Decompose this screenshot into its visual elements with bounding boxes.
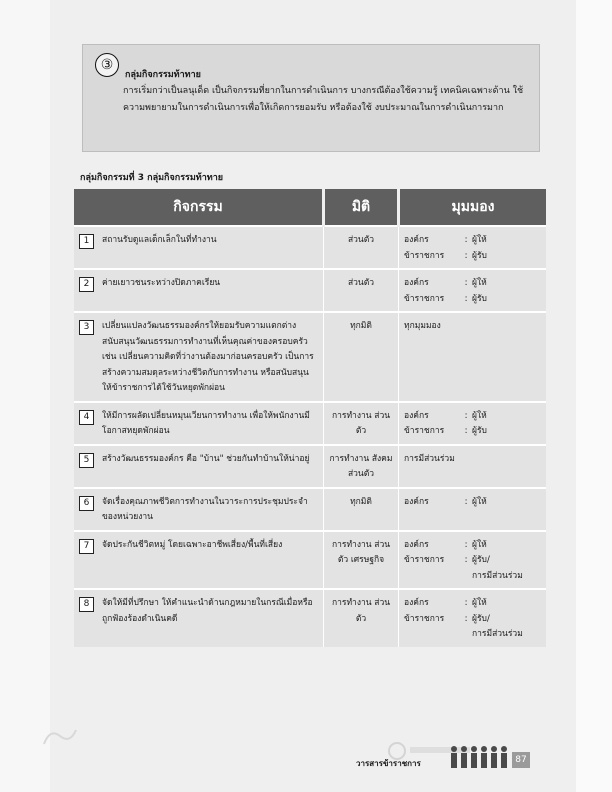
header-perspective: มุมมอง bbox=[399, 189, 547, 226]
perspective-party: ทุกมุมมอง bbox=[404, 321, 441, 331]
perspective-separator: : bbox=[464, 410, 468, 421]
perspective-line bbox=[404, 612, 541, 628]
perspective-line bbox=[404, 249, 541, 265]
perspective-separator: : bbox=[464, 613, 468, 624]
dimension-cell: การทำงาน ส่วนตัว bbox=[324, 589, 399, 647]
dimension-cell: ทุกมิติ bbox=[324, 312, 399, 402]
perspective-line bbox=[404, 538, 541, 554]
activity-cell bbox=[74, 312, 324, 402]
perspective-separator bbox=[460, 452, 472, 468]
perspective-role: ผู้ให้ bbox=[472, 496, 487, 507]
dimension-cell: ส่วนตัว bbox=[324, 226, 399, 269]
perspective-role: ผู้ให้ bbox=[472, 278, 487, 288]
perspective-party: ข้าราชการ bbox=[404, 250, 445, 261]
perspective-role: ผู้ให้ bbox=[472, 598, 487, 608]
perspective-line bbox=[404, 233, 541, 249]
activity-number-box: 3 bbox=[79, 320, 94, 335]
page-number: 87 bbox=[512, 752, 530, 768]
perspective-cell bbox=[399, 312, 547, 402]
table-row bbox=[74, 269, 546, 312]
table-body bbox=[74, 226, 546, 647]
perspective-role bbox=[472, 319, 541, 335]
activity-cell bbox=[74, 226, 324, 269]
dimension-cell: การทำงาน ส่วนตัว bbox=[324, 402, 399, 445]
perspective-line bbox=[404, 409, 541, 425]
activity-wrap bbox=[79, 452, 318, 468]
activity-cell bbox=[74, 269, 324, 312]
activity-text: จัดประกันชีวิตหมู่ โดยเฉพาะอาชีพเสี่ยง/พื้นที่เสี่ยง bbox=[102, 539, 283, 550]
footer-journal-name: วารสารข้าราชการ bbox=[356, 759, 421, 768]
table-row bbox=[74, 445, 546, 488]
activity-text: เปลี่ยนแปลงวัฒนธรรมองค์กรให้ยอมรับความแตกต่าง สนับสนุนวัฒนธรรมการทำงานที่เห็นคุณค่าของครอบครัว เช่น เปลี่ยนความคิดที่ว่างานต้องมาก่อนครอบครัว เป็นการสร้างความสมดุลระหว่างชีวิตกับการทำงาน หรือสนับสนุนให้ข้าราชการได้ใช้วันหยุดพักผ่อน bbox=[102, 321, 314, 393]
perspective-party: องค์กร bbox=[404, 278, 429, 288]
activity-text: ค่ายเยาวชนระหว่างปิดภาคเรียน bbox=[102, 278, 221, 288]
activity-number-box: 1 bbox=[79, 234, 94, 249]
perspective-cell bbox=[399, 402, 547, 445]
perspective-separator bbox=[460, 319, 472, 335]
perspective-party: ข้าราชการ bbox=[404, 555, 445, 565]
activity-wrap bbox=[79, 495, 318, 526]
perspective-party: ข้าราชการ bbox=[404, 426, 445, 436]
activity-wrap bbox=[79, 233, 318, 249]
dimension-cell: การทำงาน ส่วนตัว เศรษฐกิจ bbox=[324, 531, 399, 590]
dimension-cell: ทุกมิติ bbox=[324, 488, 399, 531]
perspective-role bbox=[472, 452, 541, 468]
perspective-cell bbox=[399, 445, 547, 488]
perspective-party: ข้าราชการ bbox=[404, 293, 445, 304]
perspective-party: องค์กร bbox=[404, 410, 429, 421]
perspective-party: องค์กร bbox=[404, 539, 429, 550]
perspective-role: ผู้รับ/ bbox=[472, 555, 490, 565]
perspective-role: ผู้รับ bbox=[472, 293, 487, 304]
activity-cell bbox=[74, 589, 324, 647]
perspective-line bbox=[404, 452, 541, 468]
perspective-line bbox=[404, 424, 541, 440]
activity-cell bbox=[74, 445, 324, 488]
perspective-role: ผู้ให้ bbox=[472, 235, 487, 245]
table-row bbox=[74, 226, 546, 269]
activity-wrap bbox=[79, 596, 318, 627]
people-silhouette-icon bbox=[448, 744, 512, 770]
callout-title: กลุ่มกิจกรรมท้าทาย bbox=[125, 70, 201, 80]
perspective-separator: : bbox=[464, 250, 468, 261]
dimension-cell: ส่วนตัว bbox=[324, 269, 399, 312]
header-dimension: มิติ bbox=[324, 189, 399, 226]
right-margin bbox=[576, 0, 612, 792]
perspective-extra: การมีส่วนร่วม bbox=[472, 570, 523, 581]
perspective-extra: การมีส่วนร่วม bbox=[472, 629, 523, 639]
perspective-separator: : bbox=[464, 426, 468, 436]
faint-logo-icon bbox=[40, 724, 80, 748]
activity-cell bbox=[74, 402, 324, 445]
activity-number-box: 5 bbox=[79, 453, 94, 468]
activity-text: จัดเรื่องคุณภาพชีวิตการทำงานในวาระการประชุมประจำของหน่วยงาน bbox=[102, 496, 308, 522]
perspective-separator: : bbox=[464, 235, 468, 245]
activity-text: ให้มีการผลัดเปลี่ยนหมุนเวียนการทำงาน เพื่อให้พนักงานมีโอกาสหยุดพักผ่อน bbox=[102, 410, 310, 436]
activity-wrap bbox=[79, 538, 318, 554]
table-row bbox=[74, 488, 546, 531]
activity-table bbox=[74, 189, 546, 647]
perspective-separator: : bbox=[464, 293, 468, 304]
perspective-separator: : bbox=[464, 598, 468, 608]
callout-box bbox=[82, 44, 540, 152]
perspective-cell bbox=[399, 269, 547, 312]
activity-text: จัดให้มีที่ปรึกษา ให้คำแนะนำด้านกฎหมายในกรณีเมื่อหรือถูกฟ้องร้องดำเนินคดี bbox=[102, 598, 313, 624]
perspective-line bbox=[404, 292, 541, 308]
perspective-cell bbox=[399, 531, 547, 590]
header-activity: กิจกรรม bbox=[74, 189, 324, 226]
left-margin bbox=[0, 0, 50, 792]
activity-wrap bbox=[79, 276, 318, 292]
perspective-party: ข้าราชการ bbox=[404, 613, 445, 624]
activity-number-box: 2 bbox=[79, 277, 94, 292]
activity-number-box: 8 bbox=[79, 597, 94, 612]
perspective-cell bbox=[399, 226, 547, 269]
activity-number-box: 7 bbox=[79, 539, 94, 554]
perspective-separator: : bbox=[464, 539, 468, 550]
perspective-cell bbox=[399, 488, 547, 531]
table-row bbox=[74, 402, 546, 445]
perspective-separator: : bbox=[464, 555, 468, 565]
table-header-row bbox=[74, 189, 546, 226]
table-row bbox=[74, 531, 546, 590]
perspective-separator: : bbox=[464, 278, 468, 288]
perspective-line bbox=[404, 319, 541, 335]
table-caption: กลุ่มกิจกรรมที่ 3 กลุ่มกิจกรรมท้าทาย bbox=[80, 173, 224, 183]
perspective-line bbox=[404, 596, 541, 612]
activity-number-box: 4 bbox=[79, 410, 94, 425]
perspective-role: ผู้รับ bbox=[472, 250, 487, 261]
perspective-role: ผู้ให้ bbox=[472, 539, 487, 550]
activity-wrap bbox=[79, 319, 318, 397]
dimension-cell: การทำงาน สังคม ส่วนตัว bbox=[324, 445, 399, 488]
table-row bbox=[74, 312, 546, 402]
callout-body: การเริ่มกว่าเป็นลนุเด็ด เป็นกิจกรรมที่ยากในการดำเนินการ บางกรณีต้องใช้ความรู้ เทคนิคเฉพาะด้าน ใช้ความพยายามในการดำเนินการเพื่อให้เกิดการยอมรับ หรือต้องใช้ งบประมาณในการดำเนินการมาก bbox=[123, 86, 524, 113]
perspective-party: องค์กร bbox=[404, 496, 429, 507]
perspective-separator: : bbox=[464, 496, 468, 507]
perspective-role: ผู้รับ bbox=[472, 426, 487, 436]
perspective-party: การมีส่วนร่วม bbox=[404, 453, 455, 464]
perspective-party: องค์กร bbox=[404, 235, 429, 245]
activity-text: สร้างวัฒนธรรมองค์กร คือ "บ้าน" ช่วยกันทำบ้านให้น่าอยู่ bbox=[102, 453, 310, 464]
activity-cell bbox=[74, 488, 324, 531]
perspective-line bbox=[404, 553, 541, 569]
activity-number-box: 6 bbox=[79, 496, 94, 511]
activity-text: สถานรับดูแลเด็กเล็กในที่ทำงาน bbox=[102, 235, 217, 245]
activity-cell bbox=[74, 531, 324, 590]
activity-wrap bbox=[79, 409, 318, 440]
perspective-role: ผู้รับ/ bbox=[472, 613, 490, 624]
perspective-role: ผู้ให้ bbox=[472, 410, 487, 421]
table-row bbox=[74, 589, 546, 647]
perspective-party: องค์กร bbox=[404, 598, 429, 608]
perspective-line bbox=[404, 276, 541, 292]
perspective-cell bbox=[399, 589, 547, 647]
perspective-line bbox=[404, 495, 541, 511]
callout-number-badge: ③ bbox=[95, 53, 119, 77]
